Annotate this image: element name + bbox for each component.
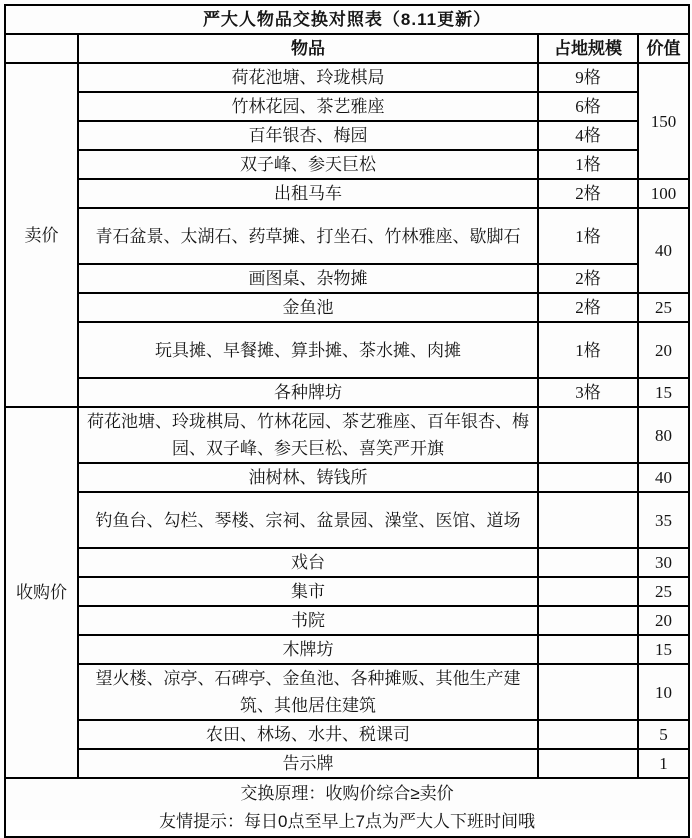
- value-cell: 35: [638, 492, 689, 548]
- table-row: [5, 264, 689, 293]
- table-row: [5, 208, 689, 264]
- size-cell: [538, 548, 638, 577]
- section-label-sell: 卖价: [5, 63, 78, 407]
- item-cell: 画图桌、杂物摊: [78, 264, 538, 293]
- value-cell: 150: [638, 63, 689, 179]
- value-cell: 15: [638, 635, 689, 664]
- table-row: [5, 293, 689, 322]
- header-row: [5, 34, 689, 63]
- table-row: [5, 548, 689, 577]
- size-cell: [538, 749, 638, 778]
- value-cell: 25: [638, 293, 689, 322]
- table-row: [5, 150, 689, 179]
- item-cell: 双子峰、参天巨松: [78, 150, 538, 179]
- value-cell: 20: [638, 322, 689, 378]
- table-row: [5, 606, 689, 635]
- size-cell: 2格: [538, 179, 638, 208]
- table-row: [5, 378, 689, 407]
- friendly-tip: 友情提示：每日0点至早上7点为严大人下班时间哦: [159, 811, 535, 831]
- size-cell: 9格: [538, 63, 638, 92]
- value-cell: 100: [638, 179, 689, 208]
- item-cell: 竹林花园、茶艺雅座: [78, 92, 538, 121]
- exchange-principle: 交换原理：收购价综合≥卖价: [240, 783, 454, 803]
- value-cell: 5: [638, 720, 689, 749]
- item-cell: 农田、林场、水井、税课司: [78, 720, 538, 749]
- item-cell: 玩具摊、早餐摊、算卦摊、茶水摊、肉摊: [78, 322, 538, 378]
- value-cell: 30: [638, 548, 689, 577]
- size-cell: 1格: [538, 150, 638, 179]
- item-cell: 荷花池塘、玲珑棋局、竹林花园、茶艺雅座、百年银杏、梅园、双子峰、参天巨松、喜笑严开旗: [78, 407, 538, 463]
- size-cell: 2格: [538, 264, 638, 293]
- table-row: [5, 577, 689, 606]
- column-header-value: 价值: [638, 34, 689, 63]
- size-cell: [538, 492, 638, 548]
- footer-note: [5, 778, 689, 837]
- section-label-buy: 收购价: [5, 407, 78, 778]
- item-cell: 书院: [78, 606, 538, 635]
- size-cell: [538, 635, 638, 664]
- size-cell: [538, 463, 638, 492]
- table-row: [5, 635, 689, 664]
- item-cell: 告示牌: [78, 749, 538, 778]
- table-row: [5, 463, 689, 492]
- value-cell: 10: [638, 664, 689, 720]
- size-cell: [538, 720, 638, 749]
- table-row: [5, 749, 689, 778]
- value-cell: 80: [638, 407, 689, 463]
- value-cell: 1: [638, 749, 689, 778]
- table-row: [5, 63, 689, 92]
- table-title: 严大人物品交换对照表（8.11更新）: [5, 5, 689, 34]
- table-row: [5, 92, 689, 121]
- table-row: [5, 664, 689, 720]
- item-cell: 钓鱼台、勾栏、琴楼、宗祠、盆景园、澡堂、医馆、道场: [78, 492, 538, 548]
- size-cell: 3格: [538, 378, 638, 407]
- table-row: [5, 121, 689, 150]
- size-cell: 1格: [538, 322, 638, 378]
- item-cell: 望火楼、凉亭、石碑亭、金鱼池、各种摊贩、其他生产建筑、其他居住建筑: [78, 664, 538, 720]
- size-cell: 6格: [538, 92, 638, 121]
- item-cell: 荷花池塘、玲珑棋局: [78, 63, 538, 92]
- table-row: [5, 322, 689, 378]
- exchange-table: [4, 4, 690, 838]
- column-header-item: 物品: [78, 34, 538, 63]
- size-cell: 4格: [538, 121, 638, 150]
- item-cell: 戏台: [78, 548, 538, 577]
- item-cell: 百年银杏、梅园: [78, 121, 538, 150]
- value-cell: 15: [638, 378, 689, 407]
- size-cell: [538, 577, 638, 606]
- size-cell: 2格: [538, 293, 638, 322]
- corner-cell: [5, 34, 78, 63]
- table-row: [5, 179, 689, 208]
- item-cell: 金鱼池: [78, 293, 538, 322]
- item-cell: 集市: [78, 577, 538, 606]
- title-row: [5, 5, 689, 34]
- item-cell: 木牌坊: [78, 635, 538, 664]
- value-cell: 40: [638, 463, 689, 492]
- size-cell: 1格: [538, 208, 638, 264]
- item-cell: 各种牌坊: [78, 378, 538, 407]
- item-cell: 青石盆景、太湖石、药草摊、打坐石、竹林雅座、歇脚石: [78, 208, 538, 264]
- footer-row: [5, 778, 689, 837]
- column-header-size: 占地规模: [538, 34, 638, 63]
- value-cell: 40: [638, 208, 689, 293]
- table-row: [5, 407, 689, 463]
- table-row: [5, 492, 689, 548]
- item-cell: 油树林、铸钱所: [78, 463, 538, 492]
- value-cell: 25: [638, 577, 689, 606]
- size-cell: [538, 606, 638, 635]
- size-cell: [538, 407, 638, 463]
- value-cell: 20: [638, 606, 689, 635]
- size-cell: [538, 664, 638, 720]
- item-cell: 出租马车: [78, 179, 538, 208]
- table-row: [5, 720, 689, 749]
